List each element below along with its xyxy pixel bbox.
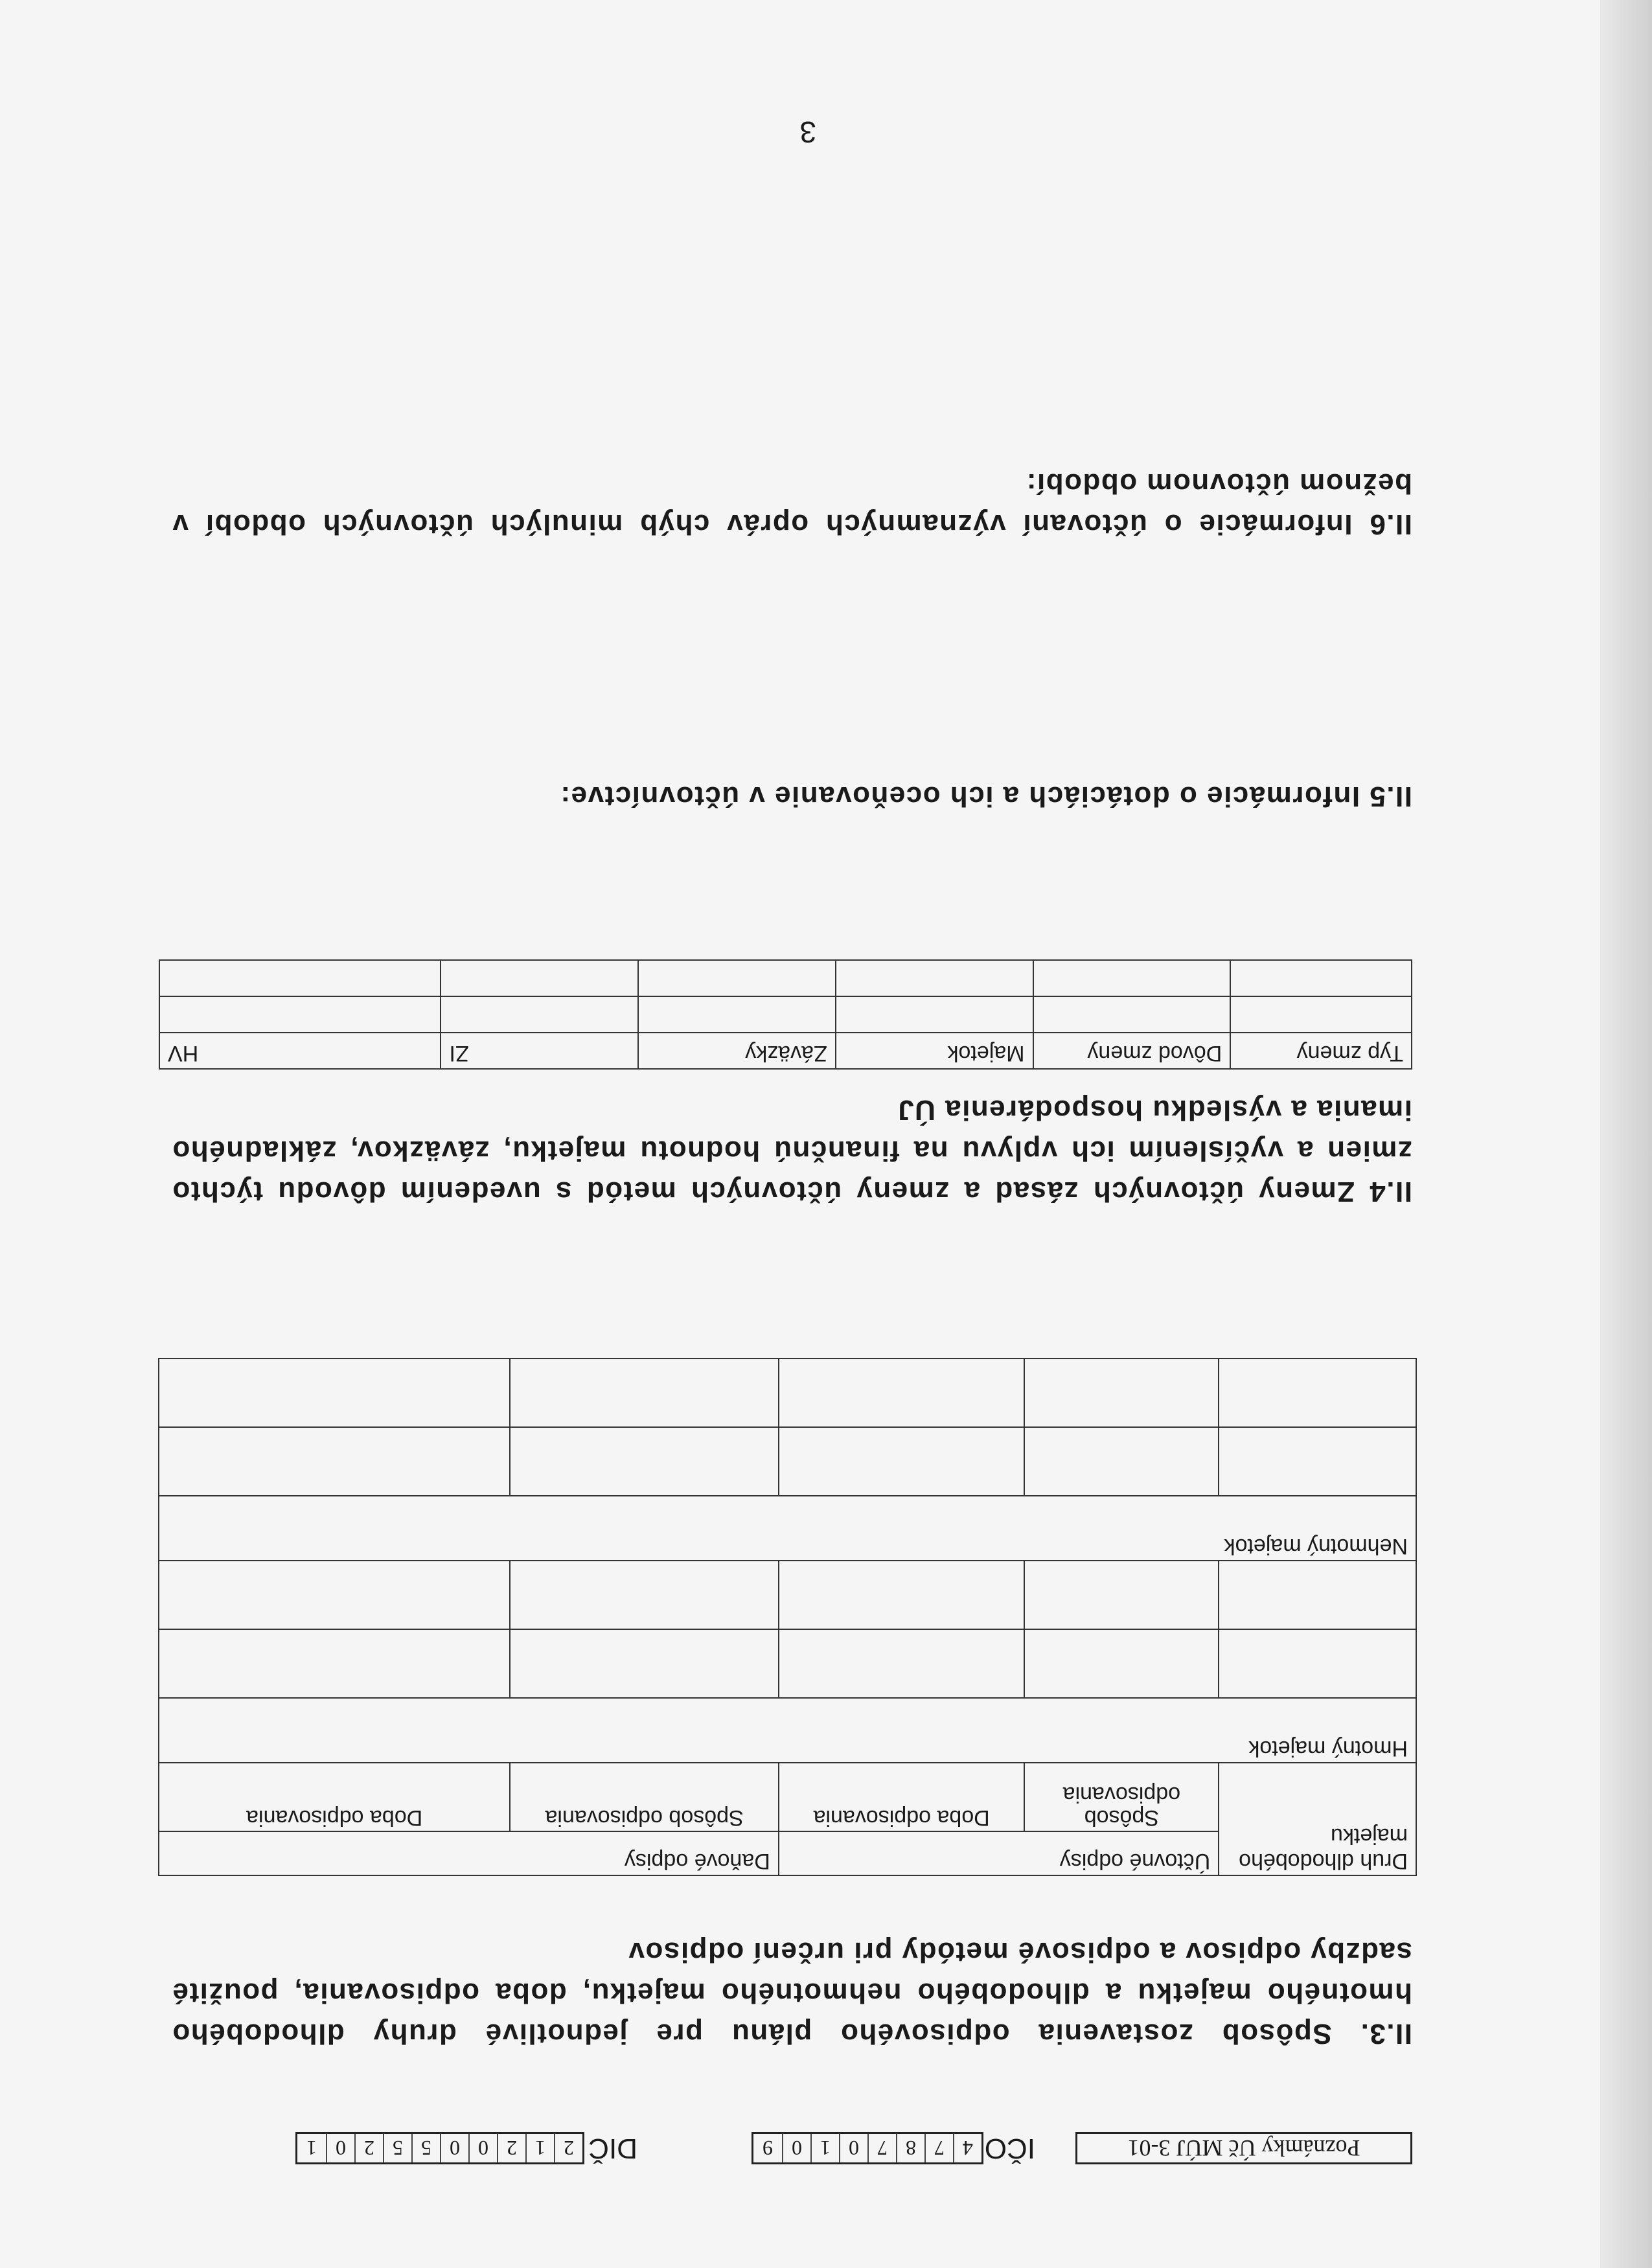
table-cell[interactable]	[159, 960, 441, 996]
col-assets: Majetok	[836, 1033, 1033, 1069]
digit-box: 0	[782, 2134, 810, 2162]
digit-box: 8	[896, 2134, 924, 2162]
table-row	[159, 1561, 1416, 1629]
table-row	[159, 1629, 1416, 1698]
section-intangible-assets: Nehmotný majetok	[159, 1496, 1416, 1561]
digit-box: 4	[953, 2134, 981, 2162]
digit-box: 1	[306, 2136, 317, 2160]
col-asset-type: Druh dlhodobého majetku	[1219, 1763, 1416, 1875]
section-2-6-heading: II.6 Informácie o účtovaní významných opráv chýb minulých účtovných období v bežnom účtovnom období:	[172, 468, 1412, 540]
table-cell[interactable]	[159, 1561, 510, 1629]
table-cell[interactable]	[441, 960, 638, 996]
table-cell[interactable]	[779, 1358, 1025, 1427]
digit-box: 1	[810, 2134, 839, 2162]
digit-box: 5	[411, 2134, 440, 2162]
group-tax-depreciation: Daňové odpisy	[159, 1831, 779, 1875]
col-change-type: Typ zmeny	[1230, 1033, 1412, 1069]
digit-box: 9	[763, 2136, 773, 2160]
table-cell[interactable]	[510, 1358, 779, 1427]
table-cell[interactable]	[441, 996, 638, 1033]
col-equity: ZI	[441, 1033, 638, 1069]
table-cell[interactable]	[1024, 1358, 1219, 1427]
table-cell[interactable]	[1219, 1358, 1416, 1427]
table-row	[159, 1427, 1416, 1496]
table-cell[interactable]	[159, 1427, 510, 1496]
table-cell[interactable]	[1033, 960, 1231, 996]
ico-label: IČO	[984, 2133, 1035, 2164]
table-cell[interactable]	[1024, 1629, 1219, 1698]
table-cell[interactable]	[159, 1629, 510, 1698]
table-cell[interactable]	[836, 996, 1033, 1033]
section-tangible-assets: Hmotný majetok	[159, 1698, 1416, 1763]
dic-digit-boxes	[295, 2132, 584, 2164]
digit-box: 1	[525, 2134, 554, 2162]
digit-box: 0	[839, 2134, 867, 2162]
table-cell[interactable]	[779, 1629, 1025, 1698]
group-accounting-depreciation: Účtovné odpisy	[779, 1831, 1219, 1875]
changes-table	[159, 959, 1412, 1070]
digit-box: 7	[924, 2134, 953, 2162]
table-cell[interactable]	[1219, 1629, 1416, 1698]
table-cell[interactable]	[510, 1427, 779, 1496]
section-2-5-heading: II.5 Informácie o dotáciách a ich oceňovanie v účtovníctve:	[560, 781, 1412, 812]
ico-digit-boxes	[751, 2132, 983, 2164]
sub-tax-method: Spôsob odpisovania	[510, 1763, 779, 1831]
digit-box: 0	[440, 2134, 468, 2162]
table-cell[interactable]	[1219, 1427, 1416, 1496]
table-cell[interactable]	[1024, 1561, 1219, 1629]
table-cell[interactable]	[638, 960, 836, 996]
depreciation-table	[158, 1358, 1417, 1876]
table-cell[interactable]	[159, 996, 441, 1033]
table-cell[interactable]	[836, 960, 1033, 996]
table-cell[interactable]	[1230, 996, 1412, 1033]
table-row	[159, 1358, 1416, 1427]
table-cell[interactable]	[1219, 1561, 1416, 1629]
digit-box: 2	[554, 2134, 582, 2162]
table-cell[interactable]	[510, 1629, 779, 1698]
digit-box: 2	[354, 2134, 383, 2162]
table-cell[interactable]	[1024, 1427, 1219, 1496]
sub-tax-period: Doba odpisovania	[159, 1763, 510, 1831]
sub-accounting-period: Doba odpisovania	[779, 1763, 1025, 1831]
table-cell[interactable]	[510, 1561, 779, 1629]
section-2-3-heading: II.3. Spôsob zostavenia odpisového plánu pre jednotlivé druhy dlhodobého hmotného majetku a dlhodobého nehmotného majetku, doba odpisovania, použité sadzby odpisov a odpisové metódy pri určení odpisov	[172, 1936, 1412, 2050]
table-cell[interactable]	[779, 1561, 1025, 1629]
table-cell[interactable]	[638, 996, 836, 1033]
digit-box: 0	[326, 2134, 354, 2162]
dic-label: DIČ	[588, 2133, 637, 2164]
table-cell[interactable]	[1230, 960, 1412, 996]
sub-accounting-method: Spôsob odpisovania	[1024, 1763, 1219, 1831]
digit-box: 2	[497, 2134, 525, 2162]
digit-box: 5	[383, 2134, 411, 2162]
col-change-reason: Dôvod zmeny	[1033, 1033, 1231, 1069]
section-2-4-heading: II.4 Zmeny účtovných zásad a zmeny účtovných metód s uvedením dôvodu týchto zmien a vyčíslením ich vplyvu na finančnú hodnotu majetku, záväzkov, základného imania a výsledku hospodárenia ÚJ	[172, 1094, 1412, 1208]
table-row	[159, 996, 1412, 1033]
col-profit-loss: HV	[159, 1033, 441, 1069]
digit-box: 0	[468, 2134, 497, 2162]
table-row	[159, 960, 1412, 996]
table-cell[interactable]	[1033, 996, 1231, 1033]
page-number: 3	[799, 115, 816, 149]
table-cell[interactable]	[159, 1358, 510, 1427]
digit-box: 7	[867, 2134, 896, 2162]
col-liabilities: Záväzky	[638, 1033, 836, 1069]
table-cell[interactable]	[779, 1427, 1025, 1496]
scanner-edge	[1600, 0, 1652, 2268]
document-code-box: Poznámky Úč MÚJ 3-01	[1075, 2132, 1412, 2164]
